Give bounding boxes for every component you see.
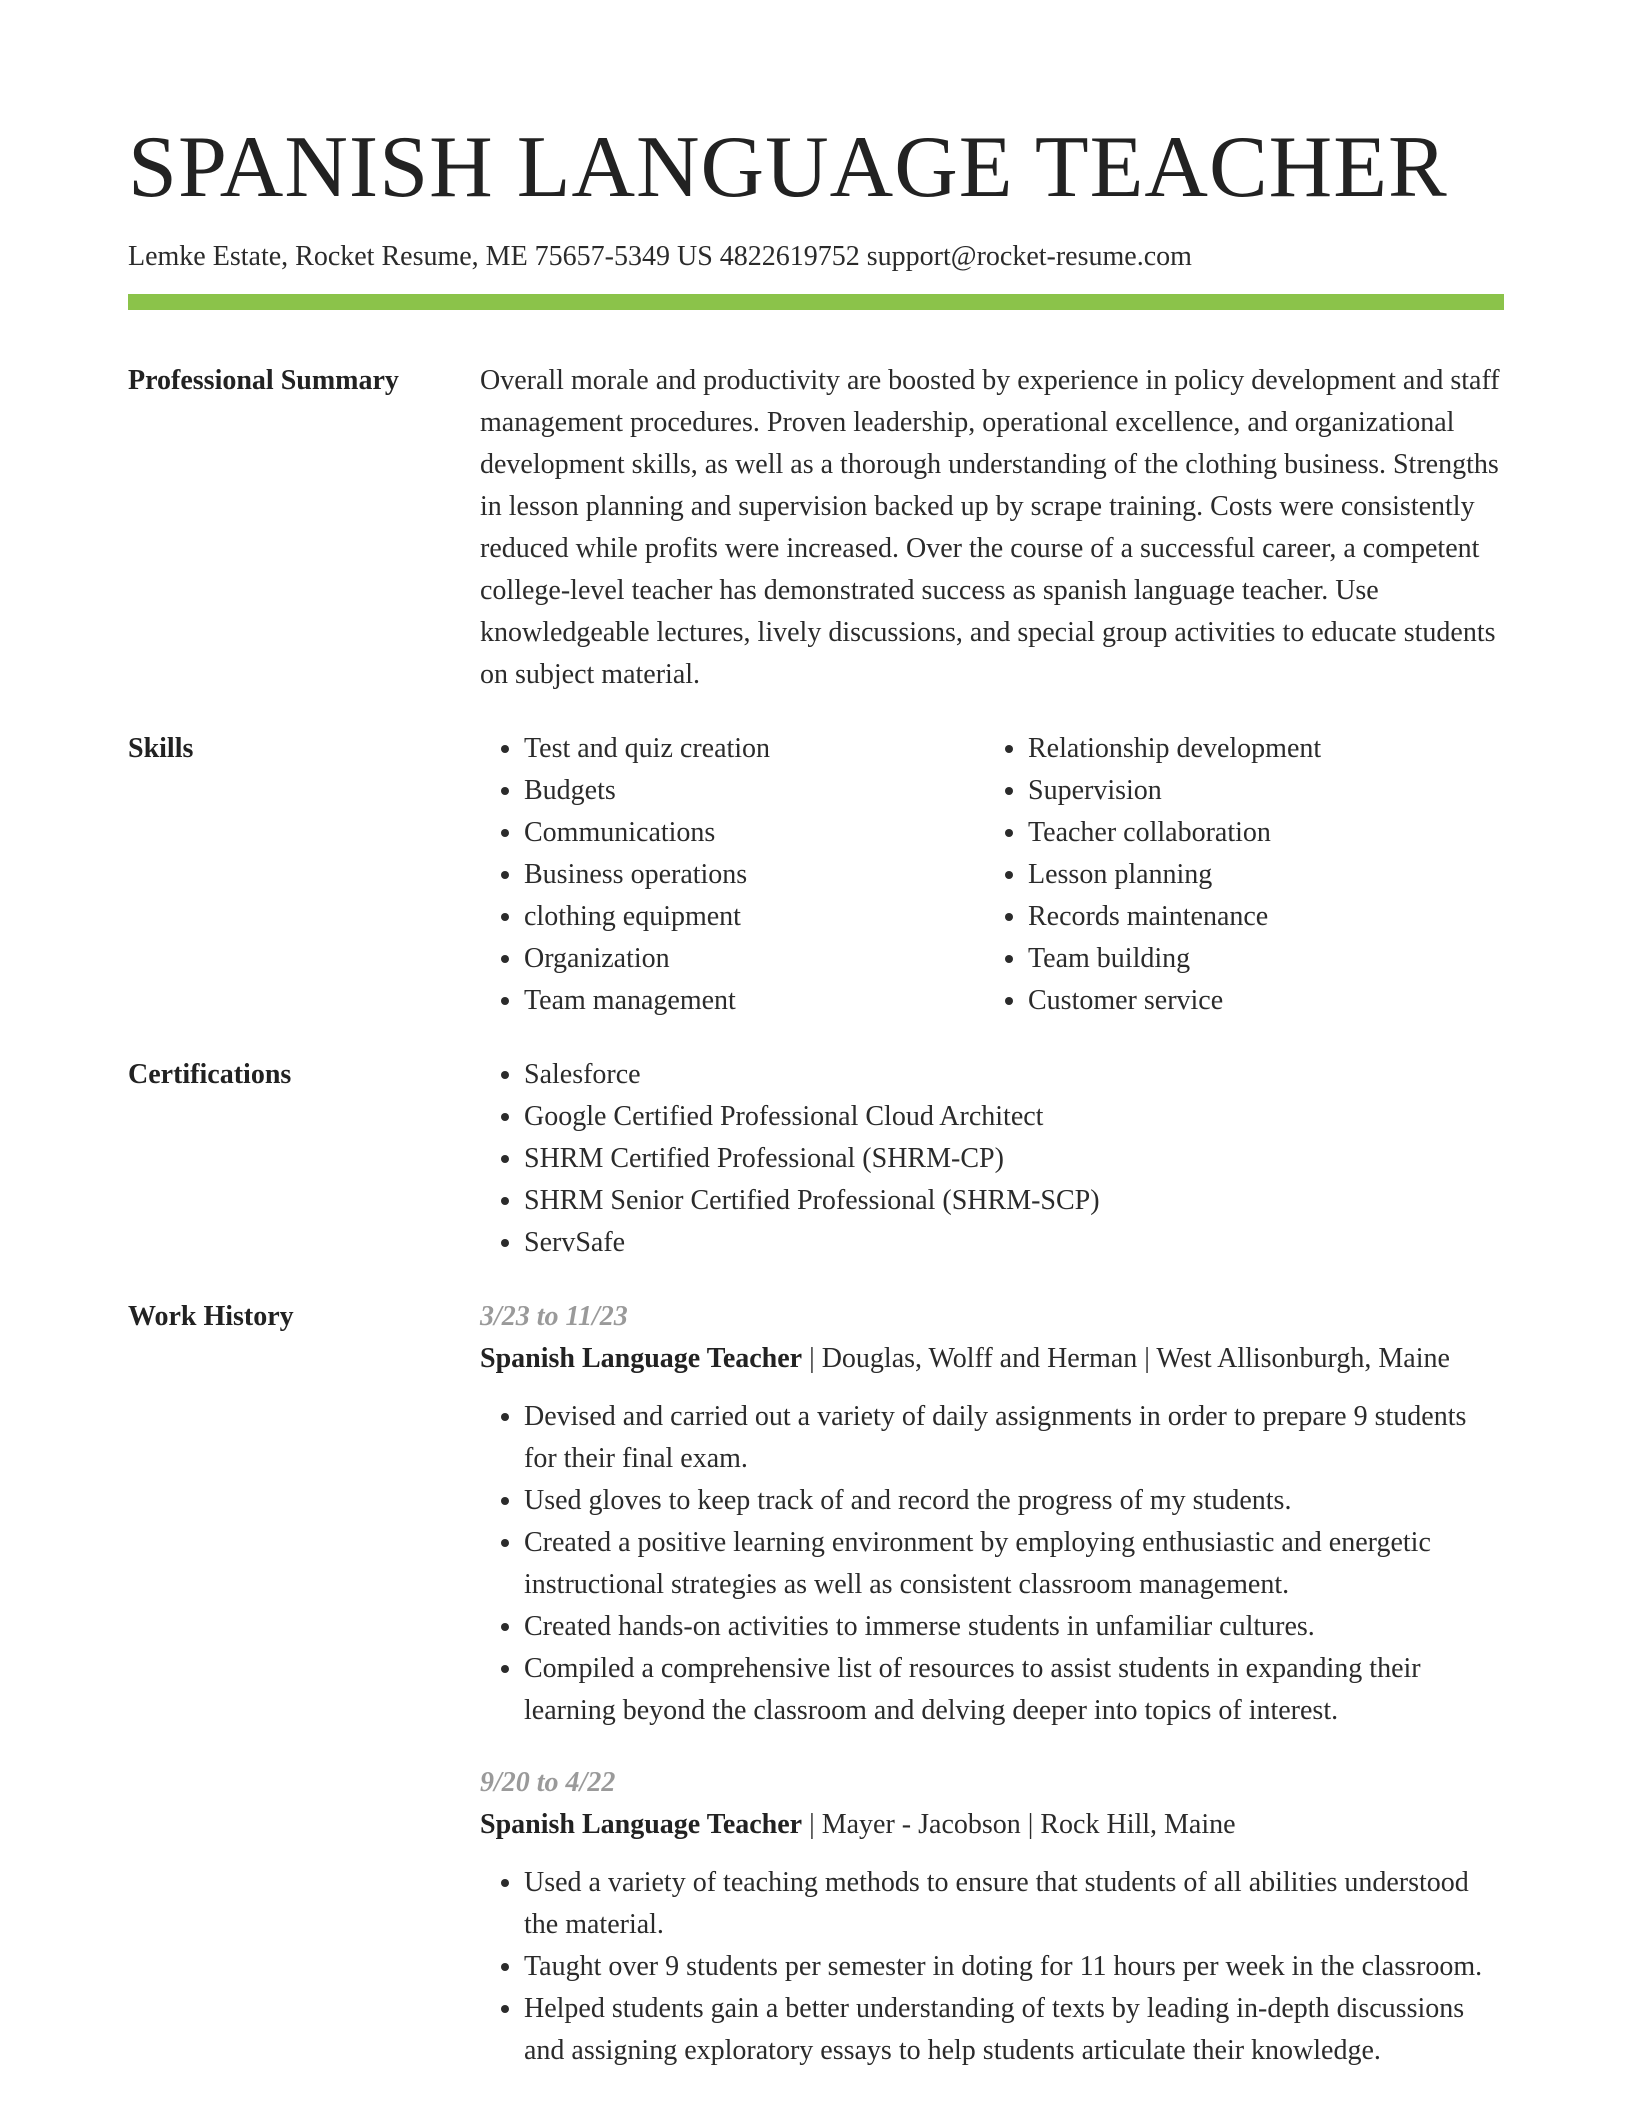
job-title: Spanish Language Teacher	[480, 1343, 803, 1374]
skill-item: • Lesson planning	[1028, 854, 1488, 896]
work-history-section	[128, 1296, 1504, 2102]
skills-column-left	[480, 728, 984, 1022]
work-history-body	[480, 1296, 1504, 2102]
certification-item: • ServSafe	[524, 1222, 1504, 1264]
job-employer-location: | Douglas, Wolff and Herman | West Allisonburgh, Maine	[802, 1343, 1450, 1374]
contact-info: Lemke Estate, Rocket Resume, ME 75657-5349 US 4822619752 support@rocket-resume.com	[128, 241, 1192, 272]
skill-item: • Organization	[524, 938, 984, 980]
skill-item: • Budgets	[524, 770, 984, 812]
skills-column-right	[984, 728, 1488, 1022]
job-employer-location: | Mayer - Jacobson | Rock Hill, Maine	[802, 1809, 1236, 1840]
skill-item: • Team management	[524, 980, 984, 1022]
responsibility-item: • Compiled a comprehensive list of resources to assist students in expanding their learning beyond the classroom and delving deeper into topics of interest.	[524, 1648, 1504, 1732]
job-title-line	[480, 1338, 1504, 1380]
responsibility-item: • Created a positive learning environment by employing enthusiastic and energetic instructional strategies as well as consistent classroom management.	[524, 1522, 1504, 1606]
skill-item: • Test and quiz creation	[524, 728, 984, 770]
skill-item: • Supervision	[1028, 770, 1488, 812]
summary-text: Overall morale and productivity are boosted by experience in policy development and staff management procedures. Proven leadership, operational excellence, and organizational development skills, as well as a thorough understanding of the clothing business. Strengths in lesson planning and supervision backed up by scrape training. Costs were consistently reduced while profits were increased. Over the course of a successful career, a competent college-level teacher has demonstrated success as spanish language teacher. Use knowledgeable lectures, lively discussions, and special group activities to educate students on subject material.	[480, 365, 1500, 690]
section-title-certifications: Certifications	[128, 1059, 292, 1090]
responsibility-item: • Taught over 9 students per semester in doting for 11 hours per week in the classroom.	[524, 1946, 1504, 1988]
skills-grid	[480, 728, 1504, 1022]
job-dates: 3/23 to 11/23	[480, 1301, 628, 1332]
skill-item: • Teacher collaboration	[1028, 812, 1488, 854]
section-title-summary: Professional Summary	[128, 365, 399, 396]
certification-item: • Google Certified Professional Cloud Architect	[524, 1096, 1504, 1138]
skill-item: • Communications	[524, 812, 984, 854]
responsibility-item: • Helped students gain a better understanding of texts by leading in-depth discussions and assigning exploratory essays to help students articulate their knowledge.	[524, 1988, 1504, 2072]
responsibility-item: • Used gloves to keep track of and record the progress of my students.	[524, 1480, 1504, 1522]
job-entry	[480, 1296, 1504, 1732]
certifications-section	[128, 1054, 1504, 1264]
job-title-line	[480, 1804, 1504, 1846]
responsibility-item: • Created hands-on activities to immerse students in unfamiliar cultures.	[524, 1606, 1504, 1648]
candidate-name: SPANISH LANGUAGE TEACHER	[128, 119, 1448, 216]
header-divider	[128, 294, 1504, 310]
section-title-skills: Skills	[128, 733, 194, 764]
certification-item: • SHRM Certified Professional (SHRM-CP)	[524, 1138, 1504, 1180]
certification-item: • SHRM Senior Certified Professional (SHRM-SCP)	[524, 1180, 1504, 1222]
skill-item: • Business operations	[524, 854, 984, 896]
certifications-body	[480, 1054, 1504, 1264]
skills-list-right	[984, 728, 1488, 1022]
job-responsibilities-list	[480, 1396, 1504, 1732]
skill-item: • Relationship development	[1028, 728, 1488, 770]
skill-item: • clothing equipment	[524, 896, 984, 938]
skill-item: • Customer service	[1028, 980, 1488, 1022]
job-responsibilities-list	[480, 1862, 1504, 2072]
responsibility-item: • Devised and carried out a variety of daily assignments in order to prepare 9 students for their final exam.	[524, 1396, 1504, 1480]
certifications-list	[480, 1054, 1504, 1264]
job-dates: 9/20 to 4/22	[480, 1767, 616, 1798]
responsibility-item: • Used a variety of teaching methods to ensure that students of all abilities understood the material.	[524, 1862, 1504, 1946]
skills-list-left	[480, 728, 984, 1022]
skill-item: • Team building	[1028, 938, 1488, 980]
skills-section	[128, 728, 1504, 1022]
professional-summary-section	[128, 360, 1504, 696]
section-title-work-history: Work History	[128, 1301, 294, 1332]
job-entry	[480, 1762, 1504, 2072]
job-title: Spanish Language Teacher	[480, 1809, 803, 1840]
skill-item: • Records maintenance	[1028, 896, 1488, 938]
certification-item: • Salesforce	[524, 1054, 1504, 1096]
